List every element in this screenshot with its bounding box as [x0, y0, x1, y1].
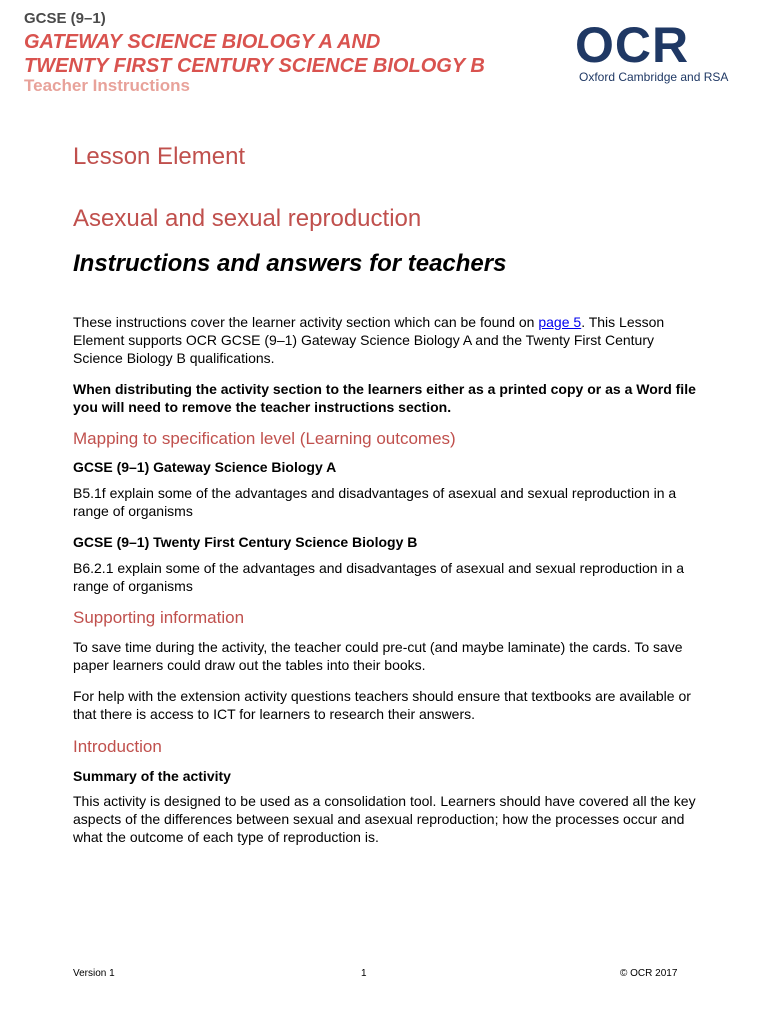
intro-text-after: . This Lesson Element supports OCR GCSE (9–1) Gateway Science Biology A and the Twenty First Century Science Biology B qualifications.	[73, 314, 665, 366]
intro-paragraph	[73, 313, 698, 367]
footer-copyright: © OCR 2017	[620, 968, 678, 979]
supporting-paragraph-1: To save time during the activity, the teacher could pre-cut (and maybe laminate) the cards. To save paper learners could draw out the tables into their books.	[73, 639, 683, 673]
footer-page-number: 1	[361, 968, 367, 979]
intro-text-before: These instructions cover the learner activity section which can be found on	[73, 314, 539, 330]
page-5-link[interactable]: page 5	[538, 314, 582, 330]
mapping-heading: Mapping to specification level (Learning outcomes)	[73, 429, 456, 448]
topic-title: Asexual and sexual reproduction	[73, 205, 422, 232]
supporting-paragraph-2: For help with the extension activity questions teachers should ensure that textbooks are available or that there is access to ICT for learners to research their answers.	[73, 688, 691, 722]
logo-text: OCR	[575, 17, 690, 73]
summary-text: This activity is designed to be used as a consolidation tool. Learners should have covered all the key aspects of the differences between sexual and asexual reproduction; how the processes occur and what the outcome of each type of reproduction is.	[73, 793, 696, 845]
header-title-line1: GATEWAY SCIENCE BIOLOGY A AND	[24, 31, 381, 53]
header-title-line2: TWENTY FIRST CENTURY SCIENCE BIOLOGY B	[24, 55, 485, 77]
logo-subtext: Oxford Cambridge and RSA	[579, 70, 729, 84]
spec-b-heading: GCSE (9–1) Twenty First Century Science Biology B	[73, 534, 418, 550]
instructions-title: Instructions and answers for teachers	[73, 250, 507, 277]
course-label: GCSE (9–1)	[24, 10, 106, 27]
ocr-logo	[575, 18, 740, 90]
footer-version: Version 1	[73, 968, 115, 979]
supporting-heading: Supporting information	[73, 608, 245, 627]
introduction-heading: Introduction	[73, 737, 162, 756]
header-subtitle: Teacher Instructions	[24, 76, 190, 95]
spec-a-heading: GCSE (9–1) Gateway Science Biology A	[73, 459, 337, 475]
distribution-note: When distributing the activity section to the learners either as a printed copy or as a Word file you will need to remove the teacher instructions section.	[73, 381, 696, 415]
spec-b-text: B6.2.1 explain some of the advantages and disadvantages of asexual and sexual reproduction in a range of organisms	[73, 560, 684, 594]
summary-heading: Summary of the activity	[73, 768, 231, 784]
spec-a-text: B5.1f explain some of the advantages and disadvantages of asexual and sexual reproduction in a range of organisms	[73, 485, 677, 519]
lesson-element-heading: Lesson Element	[73, 143, 246, 170]
